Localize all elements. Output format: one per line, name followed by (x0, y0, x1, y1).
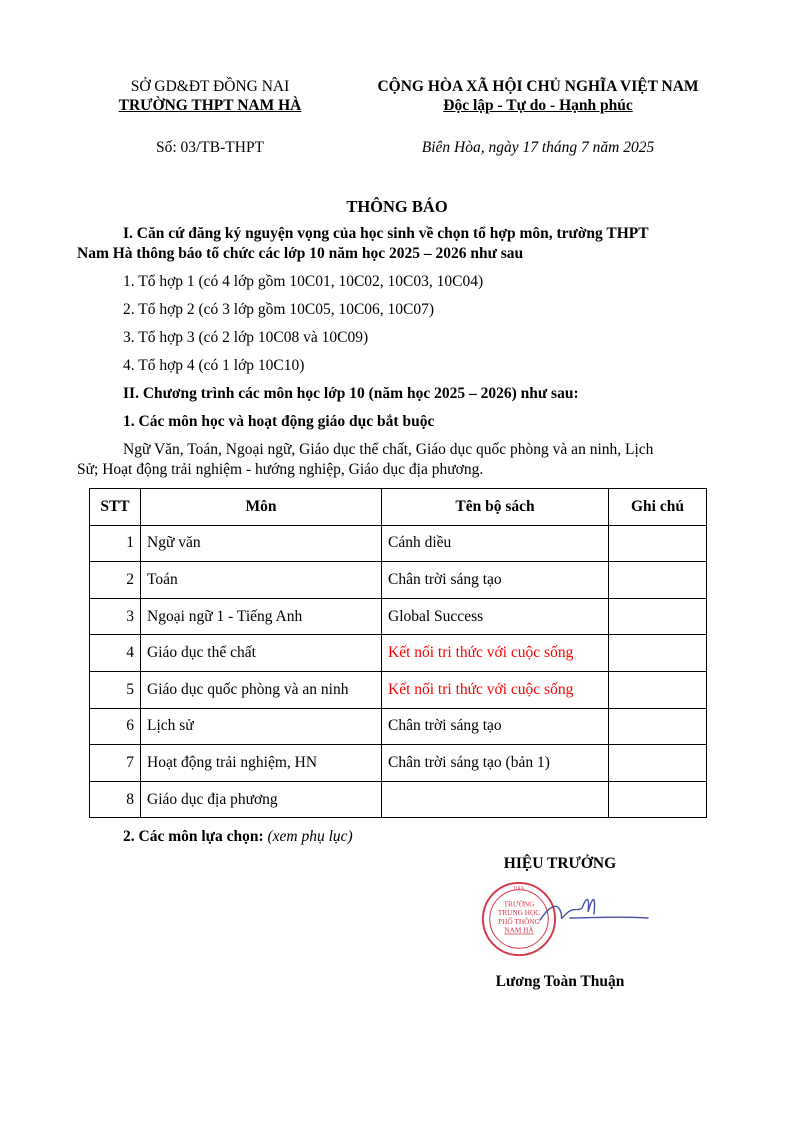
cell-book: Kết nối tri thức với cuộc sống (382, 635, 609, 672)
cell-subject: Hoạt động trải nghiệm, HN (141, 745, 382, 782)
place-date: Biên Hòa, ngày 17 tháng 7 năm 2025 (421, 139, 655, 156)
table-row (90, 635, 707, 672)
cell-subject: Giáo dục địa phương (141, 781, 382, 818)
table-row (90, 781, 707, 818)
school-name: TRƯỜNG THPT NAM HÀ (118, 97, 302, 114)
table-row (90, 562, 707, 599)
document-title: THÔNG BÁO (346, 197, 448, 216)
header-note: Ghi chú (609, 489, 707, 526)
cell-book: Chân trời sáng tạo (bản 1) (382, 745, 609, 782)
signer-role: HIỆU TRƯỞNG (503, 855, 617, 872)
svg-text:NAM HÀ: NAM HÀ (504, 925, 534, 935)
cell-book: Kết nối tri thức với cuộc sống (382, 671, 609, 708)
svg-text:TRUNG HỌC: TRUNG HỌC (497, 908, 541, 918)
list-item: 2. Tổ hợp 2 (có 3 lớp gồm 10C05, 10C06, 10C07) (123, 301, 435, 318)
list-item: 4. Tổ hợp 4 (có 1 lớp 10C10) (123, 357, 305, 374)
section2-sub1-heading: 1. Các môn học và hoạt động giáo dục bắt buộc (123, 413, 435, 430)
cell-note (609, 598, 707, 635)
section2-heading: II. Chương trình các môn học lớp 10 (năm học 2025 – 2026) như sau: (123, 385, 579, 402)
cell-note (609, 525, 707, 562)
nation-title: CỘNG HÒA XÃ HỘI CHỦ NGHĨA VIỆT NAM (377, 78, 699, 95)
table-row (90, 598, 707, 635)
textbook-table (89, 488, 707, 818)
section2-sub1-text-line1: Ngữ Văn, Toán, Ngoại ngữ, Giáo dục thể chất, Giáo dục quốc phòng và an ninh, Lịch (123, 441, 654, 458)
cell-book: Cánh diều (382, 525, 609, 562)
dept-name: SỞ GD&ĐT ĐỒNG NAI (130, 78, 290, 95)
table-row (90, 708, 707, 745)
cell-note (609, 562, 707, 599)
cell-stt: 2 (90, 562, 141, 599)
svg-text:TRƯỜNG: TRƯỜNG (503, 899, 535, 909)
section1-heading-line1: I. Căn cứ đăng ký nguyện vọng của học sinh về chọn tổ hợp môn, trường THPT (123, 225, 649, 242)
table-row (90, 745, 707, 782)
svg-text:PHỔ THÔNG: PHỔ THÔNG (498, 916, 540, 926)
cell-note (609, 708, 707, 745)
section1-heading-line2: Nam Hà thông báo tổ chức các lớp 10 năm học 2025 – 2026 như sau (77, 245, 524, 262)
signer-name: Lương Toàn Thuận (495, 973, 625, 990)
list-item: 1. Tổ hợp 1 (có 4 lớp gồm 10C01, 10C02, 10C03, 10C04) (123, 273, 484, 290)
table-header-row (90, 489, 707, 526)
cell-subject: Toán (141, 562, 382, 599)
section2-sub2-note: (xem phụ lục) (267, 828, 353, 845)
national-motto: Độc lập - Tự do - Hạnh phúc (443, 97, 633, 114)
cell-stt: 8 (90, 781, 141, 818)
cell-note (609, 635, 707, 672)
header-subject: Môn (141, 489, 382, 526)
cell-note (609, 781, 707, 818)
cell-stt: 3 (90, 598, 141, 635)
cell-subject: Giáo dục thể chất (141, 635, 382, 672)
cell-book (382, 781, 609, 818)
cell-subject: Giáo dục quốc phòng và an ninh (141, 671, 382, 708)
table-row (90, 525, 707, 562)
table-row (90, 671, 707, 708)
svg-text:DÂN: DÂN (513, 886, 525, 892)
cell-subject: Lịch sử (141, 708, 382, 745)
cell-book: Chân trời sáng tạo (382, 708, 609, 745)
header-stt: STT (90, 489, 141, 526)
section2-sub2-label: 2. Các môn lựa chọn: (123, 828, 264, 845)
document-number: Số: 03/TB-THPT (155, 139, 265, 156)
cell-note (609, 671, 707, 708)
cell-stt: 7 (90, 745, 141, 782)
header-book: Tên bộ sách (382, 489, 609, 526)
cell-stt: 1 (90, 525, 141, 562)
list-item: 3. Tổ hợp 3 (có 2 lớp 10C08 và 10C09) (123, 329, 369, 346)
section2-sub2 (123, 828, 353, 846)
section2-sub1-text-line2: Sử; Hoạt động trải nghiệm - hướng nghiệp, Giáo dục địa phương. (77, 461, 484, 478)
cell-note (609, 745, 707, 782)
handwritten-signature (530, 888, 650, 938)
cell-book: Chân trời sáng tạo (382, 562, 609, 599)
cell-stt: 6 (90, 708, 141, 745)
cell-stt: 5 (90, 671, 141, 708)
cell-subject: Ngoại ngữ 1 - Tiếng Anh (141, 598, 382, 635)
cell-subject: Ngữ văn (141, 525, 382, 562)
cell-book: Global Success (382, 598, 609, 635)
cell-stt: 4 (90, 635, 141, 672)
